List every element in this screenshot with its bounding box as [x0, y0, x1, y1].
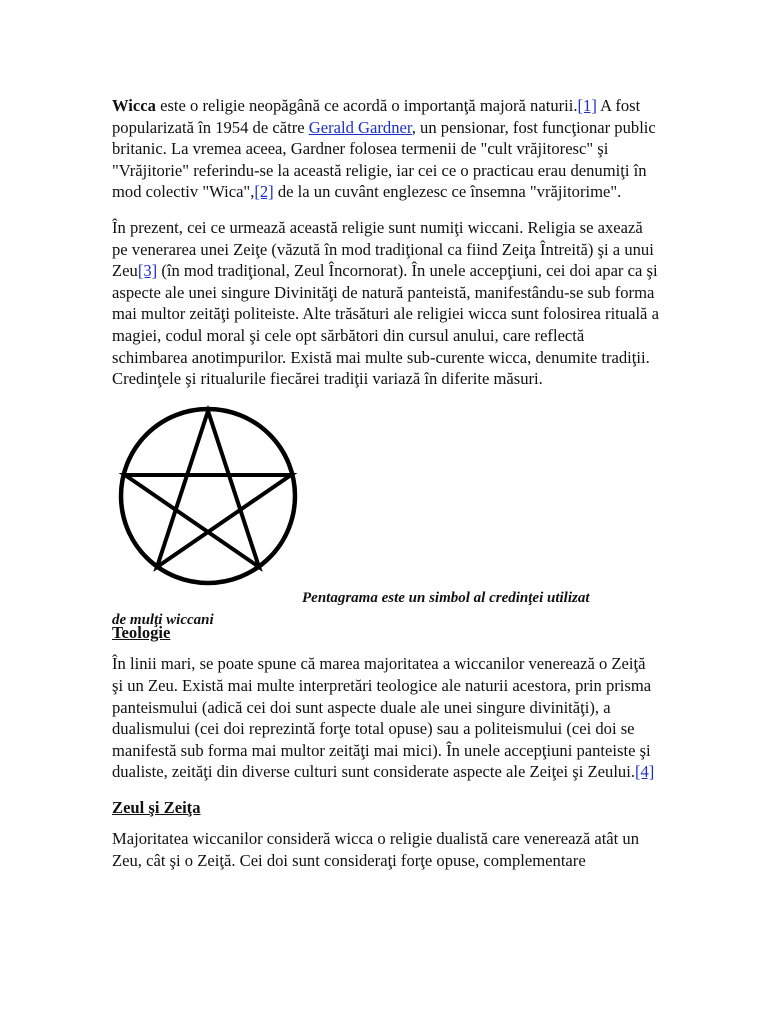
intro-text-3: , un pensionar, fost funcţionar public britanic. La vremea aceea, Gardner folosea termenii de "cult vrăjitoresc" şi "Vrăjitorie" referindu-se la această religie, iar cei ce o practicau erau denumiţi în mod colectiv "Wica", — [112, 117, 656, 202]
intro-text-2: A fost popularizată în 1954 de către — [112, 96, 641, 137]
term-wicca: Wicca — [112, 96, 156, 115]
heading-teologie: Teologie — [112, 622, 171, 642]
footnote-link-2[interactable]: [2] — [254, 182, 274, 202]
intro-text-4: de la un cuvânt englezesc ce însemna "vrăjitorime". — [273, 182, 622, 202]
gerald-gardner-link[interactable]: Gerald Gardner — [308, 117, 412, 137]
figure-caption-line-2: de mulţi wiccani — [112, 611, 214, 628]
zeul-text: Majoritatea wiccanilor consideră wicca o religie dualistă care venerează atât un Zeu, cât şi o Zeiţă. Cei doi sunt consideraţi forţe opuse, complementare — [112, 829, 640, 871]
teologie-paragraph — [112, 653, 660, 783]
footnote-link-3[interactable]: [3] — [137, 261, 158, 281]
beliefs-text-2: (în mod tradiţional, Zeul Încornorat). În unele accepţiuni, cei doi apar ca şi aspecte ale unei singure Divinităţi de natură panteistă, manifestându-se sub forma mai multor zeităţi politeiste. Alte trăsături ale religiei wicca sunt folosirea rituală a magiei, codul moral şi cele opt sărbători din cursul anului, care reflectă schimbarea anotimpurilor. Există mai multe sub-curente wicca, denumite tradiţii. Credinţele şi ritualurile fiecărei tradiţii variază în diferite măsuri. — [112, 261, 659, 389]
pentagram-figure — [112, 404, 660, 628]
footnote-link-4[interactable]: [4] — [634, 762, 655, 782]
pentagram-icon — [112, 404, 304, 588]
beliefs-paragraph — [112, 217, 660, 390]
zeul-paragraph — [112, 828, 660, 871]
figure-caption-line-1: Pentagrama este un simbol al credinţei utilizat — [302, 589, 590, 606]
intro-text-1: este o religie neopăgână ce acordă o importanţă majoră naturii. — [155, 96, 578, 115]
heading-zeul-si-zeita: Zeul şi Zeiţa — [112, 797, 201, 817]
teologie-text: În linii mari, se poate spune că marea majoritatea a wiccanilor venerează o Zeiţă şi un Zeu. Există mai multe interpretări teologice ale naturii acestora, prin prisma panteismului (adică cei doi sunt aspecte duale ale unei singure divinităţi), a dualismului (cei doi reprezintă forţe total opuse) sau a politeismului (cei doi se manifestă sub forma mai multor zeităţi mai mici). În unele accepţiuni panteiste şi dualiste, zeităţi din diverse culturi sunt considerate aspecte ale Zeiţei şi Zeului. — [112, 654, 652, 782]
document-page — [112, 95, 660, 886]
intro-paragraph — [112, 95, 660, 203]
beliefs-text-1: În prezent, cei ce urmează această religie sunt numiţi wiccani. Religia se axează pe venerarea unei Zeiţe (văzută în mod tradiţional ca fiind Zeiţa Întreită) şi a unui Zeu — [112, 217, 654, 281]
footnote-link-1[interactable]: [1] — [577, 96, 597, 115]
